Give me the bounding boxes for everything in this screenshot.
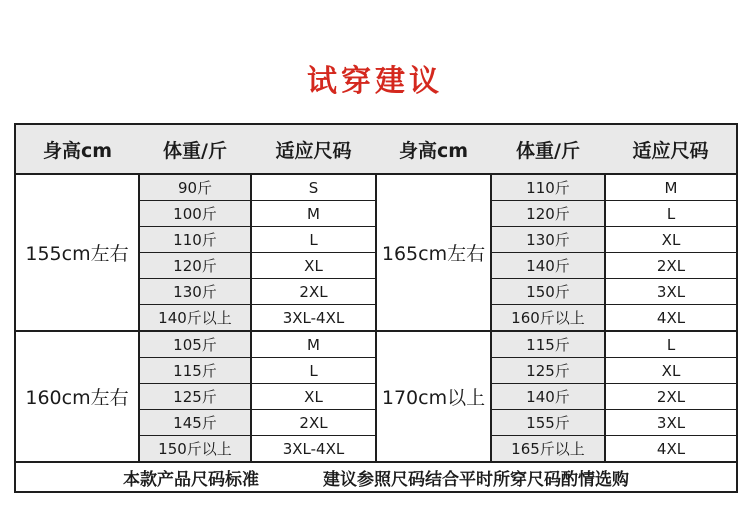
size-chart-table [14, 123, 738, 493]
weight-cell: 130斤 [491, 227, 605, 253]
weight-cell: 165斤以上 [491, 436, 605, 463]
weight-cell: 120斤 [139, 253, 251, 279]
table-row [15, 174, 737, 201]
size-cell: L [605, 201, 737, 227]
height-cell: 155cm左右 [15, 174, 139, 331]
footer-note-right: 建议参照尺码结合平时所穿尺码酌情选购 [323, 469, 629, 490]
size-cell: L [605, 331, 737, 358]
size-cell: L [251, 227, 376, 253]
size-cell: 3XL [605, 410, 737, 436]
weight-cell: 140斤 [491, 253, 605, 279]
size-chart-wrapper [14, 123, 738, 493]
size-cell: 4XL [605, 305, 737, 332]
size-cell: 3XL-4XL [251, 305, 376, 332]
weight-cell: 130斤 [139, 279, 251, 305]
header-cell-weight-right: 体重/斤 [491, 124, 605, 174]
header-cell-size-right: 适应尺码 [605, 124, 737, 174]
weight-cell: 115斤 [139, 358, 251, 384]
footer-note [16, 465, 736, 490]
height-cell: 160cm左右 [15, 331, 139, 462]
weight-cell: 145斤 [139, 410, 251, 436]
footer-row [15, 462, 737, 492]
size-cell: M [605, 174, 737, 201]
weight-cell: 125斤 [139, 384, 251, 410]
height-cell: 170cm以上 [376, 331, 491, 462]
size-cell: XL [605, 358, 737, 384]
size-cell: 4XL [605, 436, 737, 463]
size-cell: M [251, 201, 376, 227]
weight-cell: 140斤以上 [139, 305, 251, 332]
page-title: 试穿建议 [307, 64, 443, 99]
table-row [15, 331, 737, 358]
size-cell: XL [251, 384, 376, 410]
size-cell: S [251, 174, 376, 201]
size-cell: 2XL [251, 279, 376, 305]
weight-cell: 110斤 [491, 174, 605, 201]
weight-cell: 115斤 [491, 331, 605, 358]
size-cell: L [251, 358, 376, 384]
header-cell-weight-left: 体重/斤 [139, 124, 251, 174]
weight-cell: 105斤 [139, 331, 251, 358]
header-cell-height-right: 身高cm [376, 124, 491, 174]
weight-cell: 100斤 [139, 201, 251, 227]
footer-note-cell [15, 462, 737, 492]
weight-cell: 150斤以上 [139, 436, 251, 463]
size-cell: XL [251, 253, 376, 279]
weight-cell: 150斤 [491, 279, 605, 305]
header-cell-size-left: 适应尺码 [251, 124, 376, 174]
height-cell: 165cm左右 [376, 174, 491, 331]
size-cell: 3XL [605, 279, 737, 305]
weight-cell: 120斤 [491, 201, 605, 227]
footer-note-left: 本款产品尺码标准 [123, 469, 259, 490]
size-cell: XL [605, 227, 737, 253]
size-cell: M [251, 331, 376, 358]
size-cell: 2XL [605, 253, 737, 279]
size-cell: 2XL [251, 410, 376, 436]
size-cell: 3XL-4XL [251, 436, 376, 463]
weight-cell: 110斤 [139, 227, 251, 253]
weight-cell: 155斤 [491, 410, 605, 436]
weight-cell: 90斤 [139, 174, 251, 201]
size-cell: 2XL [605, 384, 737, 410]
header-cell-height-left: 身高cm [15, 124, 139, 174]
weight-cell: 140斤 [491, 384, 605, 410]
weight-cell: 125斤 [491, 358, 605, 384]
weight-cell: 160斤以上 [491, 305, 605, 332]
header-row [15, 124, 737, 174]
